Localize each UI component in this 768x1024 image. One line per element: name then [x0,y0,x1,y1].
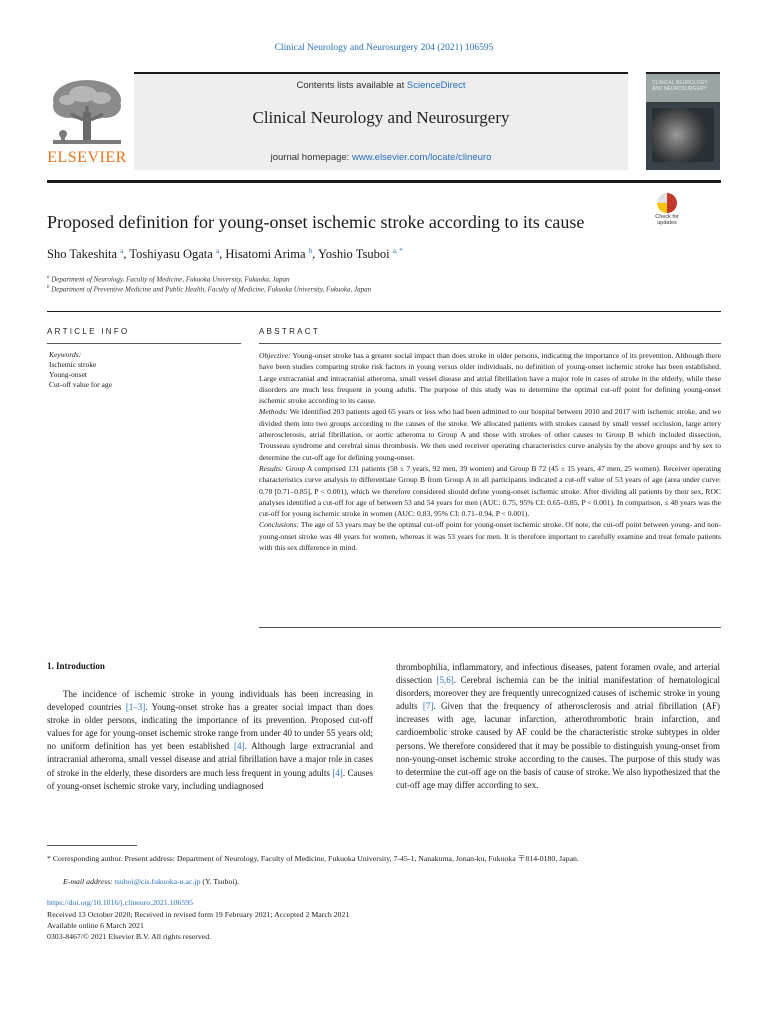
homepage-prefix: journal homepage: [270,152,352,163]
cover-journal-name: CLINICAL NEUROLOGY AND NEUROSURGERY [652,80,708,92]
journal-title: Clinical Neurology and Neurosurgery [252,108,510,127]
article-info-heading: ARTICLE INFO [47,327,130,336]
intro-paragraph-continued [396,661,720,792]
abstract-body [259,350,721,553]
contents-prefix: Contents lists available at [296,80,407,91]
author-name[interactable]: Sho Takeshita [47,247,118,262]
affiliation-a [47,275,290,283]
body-column-left [47,688,373,793]
author-name[interactable]: Yoshio Tsuboi [317,247,390,262]
body-text: . Given that the frequency of atherosclerosis and atrial fibrillation (AF) increases with age, lacunar infarction, atherothrombotic brain infarction, and cardioembolic stroke caused by AF could be the characteristic stroke subtypes in older persons. We therefore considered that it may be possible to distinguish young-onset from non-young-onset ischemic stroke according to the causes. The purpose of this study was to determine the cut-off age on the basis of cause of stroke. We also hypothesized that the cut-off age may differ according to sex. [396,701,721,790]
body-text: The incidence of ischemic stroke in young individuals has been increasing in developed countries [47,689,373,713]
homepage-line [134,152,628,163]
check-for-updates-label[interactable]: Check for updates [655,214,679,226]
article-info-rule [47,343,241,344]
online-date: Available online 6 March 2021 [47,921,144,930]
footnote-rule [47,845,137,846]
affiliation-text: Department of Preventive Medicine and Public Health, Faculty of Medicine, Fukuoka University, Fukuoka, Japan [51,285,372,294]
keywords-label: Keywords: [49,350,82,359]
body-text: thrombophilia, inflammatory, and infectious diseases, patent foramen ovale, and arterial dissection [396,662,720,686]
author-affiliation-mark[interactable]: a [120,247,124,255]
affiliation-b [47,285,371,293]
affiliation-mark: a [47,275,50,280]
reference-link[interactable]: [4] [332,767,343,778]
header-rule [47,180,721,183]
conclusions-text: The age of 53 years may be the optimal cut-off point for young-onset ischemic stroke. Of note, the cut-off point between young- and non-young-onset stroke was 48 years for women, whereas it was 53 years for men. It is therefore important to carefully examine and treat female patients with this sex difference in mind. [259,520,721,553]
author-name[interactable]: Hisatomi Arima [225,247,306,262]
reference-link[interactable]: [4] [234,741,245,752]
introduction-heading: 1. Introduction [47,661,105,671]
email-line [63,877,239,886]
body-text: . Cerebral ischemia can be the initial manifestation of hematological disorders, moreover they are frequently unrecognized causes of ischemic stroke in young adults [396,675,720,712]
abstract-heading: ABSTRACT [259,327,321,336]
copyright-line: 0303-8467/© 2021 Elsevier B.V. All rights reserved. [47,932,212,941]
body-text: . Causes of young-onset ischemic stroke vary, including undiagnosed [47,767,374,791]
author-affiliation-mark[interactable]: a, * [392,247,403,255]
publisher-name: ELSEVIER [47,149,127,166]
journal-citation[interactable]: Clinical Neurology and Neurosurgery 204 (2021) 106595 [274,43,494,53]
check-for-updates-icon[interactable] [657,193,677,213]
keywords-block [49,350,239,390]
intro-paragraph [47,688,373,793]
keyword-item: Young-onset [49,370,87,379]
cover-brain-image [652,108,714,162]
author-affiliation-mark[interactable]: b [308,247,313,255]
affiliation-mark: b [47,285,50,290]
results-label: Results: [259,463,284,473]
email-suffix: (Y. Tsuboi). [200,877,240,886]
email-label: E-mail address: [63,877,115,886]
affiliation-rule [47,311,721,312]
results-text: Group A comprised 131 patients (58 ± 7 years, 92 men, 39 women) and Group B 72 (45 ± 15 years, 47 men, 25 women). Receiver operating characteristics curve analysis to differentiate Group B from Group A in all participants indicated a cut-off value of 53 years of age (area under curve: 0.78 [0.71–0.85], P < 0.001), which we therefore considered should define young-onset ischemic stroke. After dividing all patients by their sex, ROC analyses identified a cut-off for age of between 53 and 54 years for men (AUC: 0.75, 95% CI: 0.65–0.85, P < 0.001). In comparison, ≤ 48 years was the cut-off for young ischemic stroke in women (AUC: 0.83, 95% CI: 0.71–0.94, P < 0.001). [259,463,721,519]
reference-link[interactable]: [5,6] [436,675,454,686]
abstract-bottom-rule [259,627,721,628]
methods-label: Methods: [259,407,288,417]
body-column-right [396,661,720,792]
body-text: . Young-onset stroke has a greater social impact than does stroke in older persons, indicating the importance of its prevention. Proposed cut-off values for age for young-onset ischemic stroke range from under 40 to under 55 years old; no uniform definition has yet been established [47,702,373,752]
abstract-results [259,463,721,519]
objective-text: Young-onset stroke has a greater social impact than does stroke in older persons, indicating the importance of its prevention. Although there have been studies comparing stroke risk factors in young versus older individuals, no definition of young-onset ischemic stroke has been established. Large extracranial and intracranial atheroma, small vessel disease and atrial fibrillation have a major role in cases of stroke in the elderly, while these disorders are much less frequent in young adults. The purpose of this study was to determine the optimal cut-off point for defining young-onset ischemic stroke according to its cause. [259,351,721,406]
body-text: . Although large extracranial and intracranial atheroma, small vessel disease and atrial fibrillation have a major role in cases of stroke in the elderly, these disorders are much less frequent in young adults [47,741,373,778]
reference-link[interactable]: [1–3] [125,702,146,713]
objective-label: Objective: [259,351,291,360]
author-name[interactable]: Toshiyasu Ogata [129,247,213,262]
email-link[interactable]: tsuboi@cis.fukuoka-u.ac.jp [114,877,201,886]
received-dates: Received 13 October 2020; Received in revised form 19 February 2021; Accepted 2 March 2021 [47,910,350,919]
article-title: Proposed definition for young-onset ischemic stroke according to its cause [47,212,585,232]
abstract-rule [259,343,721,344]
abstract-objective [259,350,721,406]
affiliation-text: Department of Neurology, Faculty of Medicine, Fukuoka University, Fukuoka, Japan [51,275,290,284]
methods-text: We identified 203 patients aged 65 years or less who had been admitted to our hospital between 2010 and 2017 with ischemic stroke, and we divided them into two groups according to the causes of the stroke. We allocated patients with strokes caused by small vessel occlusion, large artery atherosclerosis, atrial fibrillation, or aortic atheroma to Group A and those with strokes of other causes to Group B which included dissection, Trousseau syndrome and cerebral sinus thrombosis. We then used receiver operating characteristics curve analysis by the above groups and by sex to determine the cut-off age for defining young-onset. [259,407,721,462]
doi-link[interactable]: https://doi.org/10.1016/j.clineuro.2021.106595 [47,898,194,907]
homepage-link[interactable]: www.elsevier.com/locate/clineuro [351,152,492,163]
abstract-methods [259,406,721,462]
author-list: Sho Takeshita $^a$, Toshiyasu Ogata $^a$, Hisatomi Arima $^b$, Yoshio Tsuboi $^{a, *}$ [47,247,403,262]
abstract-conclusions [259,519,721,553]
corresponding-author-note: * Corresponding author. Present address: Department of Neurology, Faculty of Medicine, Fukuoka University, 7-45-1, Nanakuma, Jonan-ku, Fukuoka 〒814-0180, Japan. [47,854,579,863]
contents-line [134,80,628,91]
keyword-item: Ischemic stroke [49,360,97,369]
sciencedirect-link[interactable]: ScienceDirect [406,80,466,91]
author-affiliation-mark[interactable]: a [215,247,220,255]
keyword-item: Cut-off value for age [49,380,112,389]
reference-link[interactable]: [7] [422,701,434,712]
conclusions-label: Conclusions: [259,520,300,530]
